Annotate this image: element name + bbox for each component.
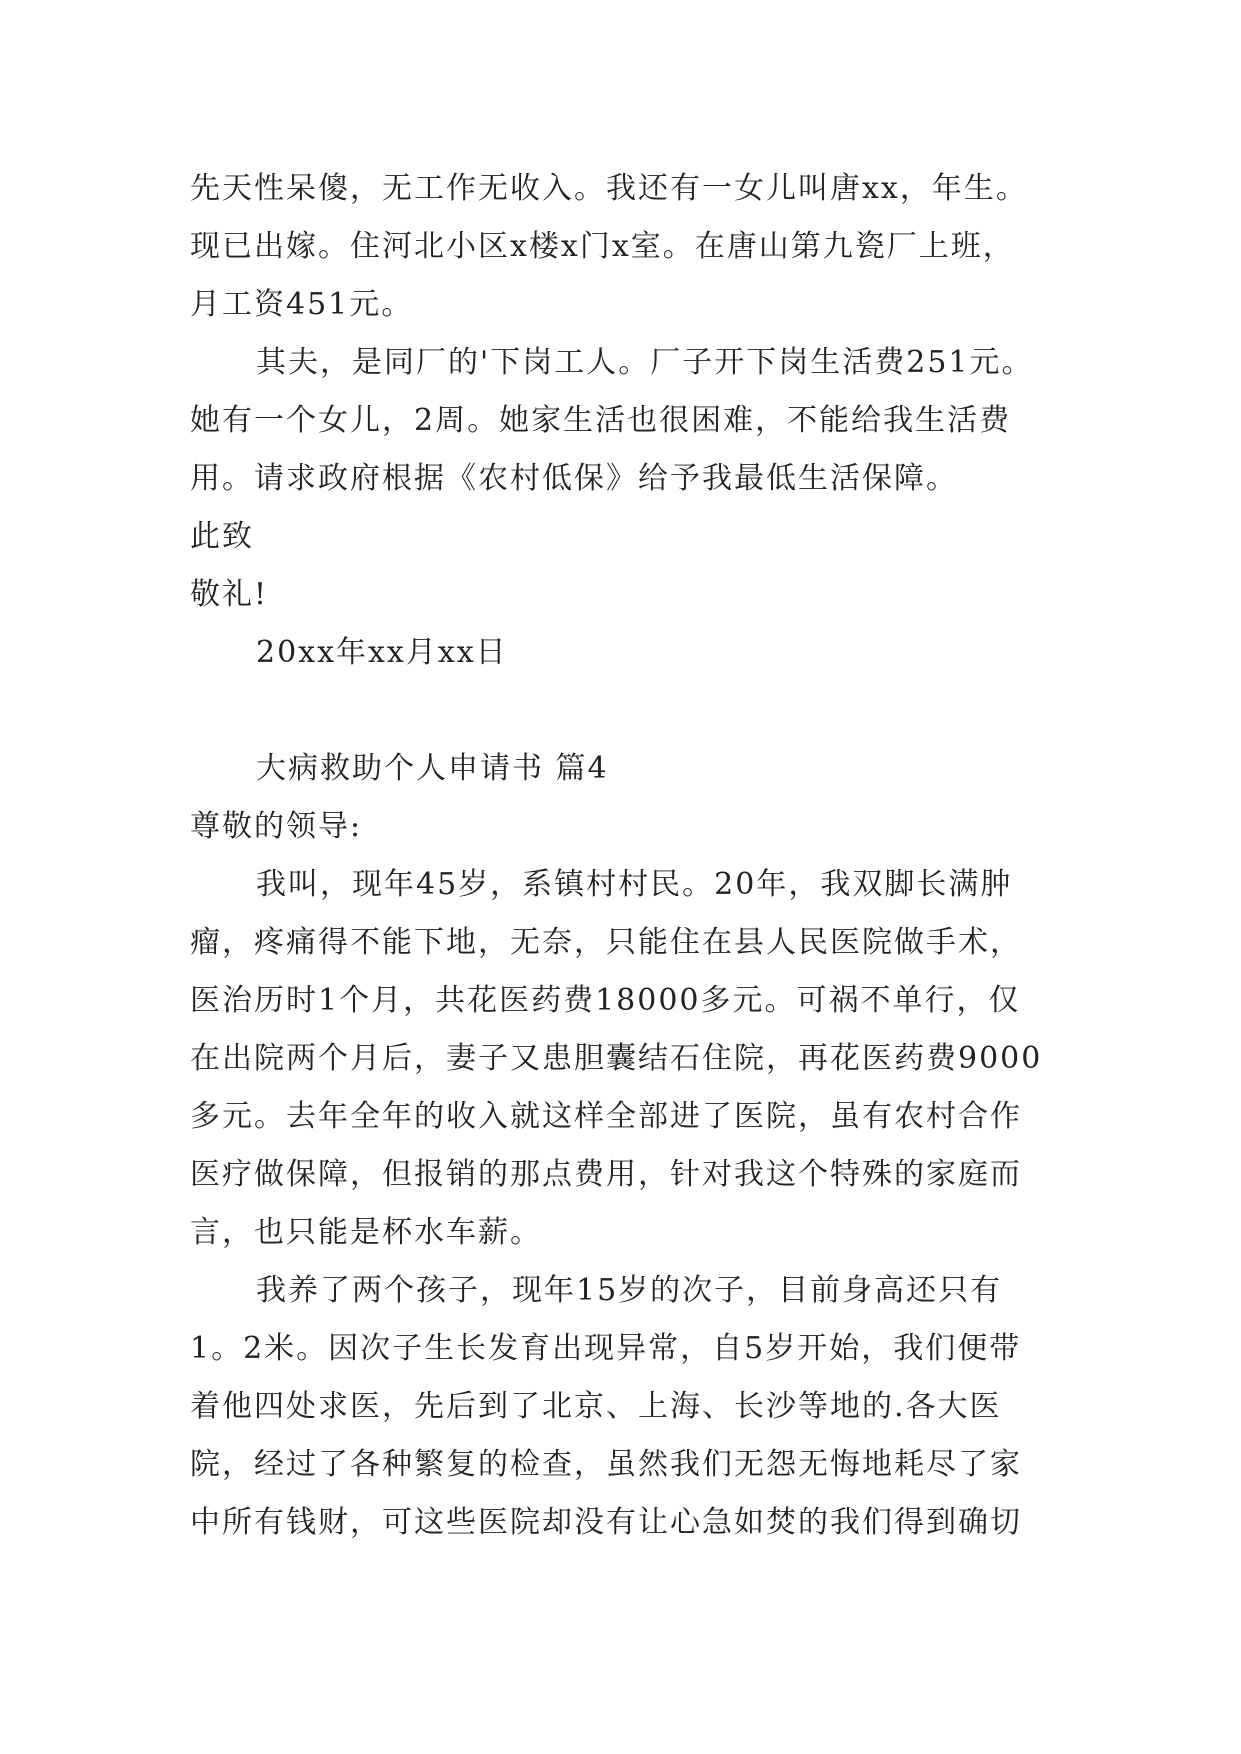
paragraph-line: 院，经过了各种繁复的检查，虽然我们无怨无悔地耗尽了家: [190, 1447, 1022, 1482]
section-title: 大病救助个人申请书 篇4: [256, 751, 609, 786]
paragraph-line: 我叫，现年45岁，系镇村村民。20年，我双脚长满肿: [256, 867, 1013, 902]
paragraph-line: 着他四处求医，先后到了北京、上海、长沙等地的.各大医: [190, 1389, 1002, 1424]
paragraph-line: 现已出嫁。住河北小区x楼x门x室。在唐山第九瓷厂上班，: [190, 229, 1015, 264]
paragraph-line: 我养了两个孩子，现年15岁的次子，目前身高还只有: [256, 1273, 1003, 1308]
paragraph-line: 中所有钱财，可这些医院却没有让心急如焚的我们得到确切: [190, 1505, 1022, 1540]
paragraph-line: 言，也只能是杯水车薪。: [190, 1215, 542, 1250]
paragraph-line: 多元。去年全年的收入就这样全部进了医院，虽有农村合作: [190, 1099, 1022, 1134]
paragraph-line: 其夫，是同厂的'下岗工人。厂子开下岗生活费251元。: [256, 345, 1034, 380]
paragraph-line: 先天性呆傻，无工作无收入。我还有一女儿叫唐xx，年生。: [190, 171, 1028, 206]
closing-regards: 敬礼!: [190, 577, 269, 612]
paragraph-line: 在出院两个月后，妻子又患胆囊结石住院，再花医药费9000: [190, 1041, 1043, 1076]
letter-greeting: 尊敬的领导:: [190, 809, 363, 844]
paragraph-line: 医治历时1个月，共花医药费18000多元。可祸不单行，仅: [190, 983, 1021, 1018]
paragraph-line: 1。2米。因次子生长发育出现异常，自5岁开始，我们便带: [190, 1331, 1022, 1366]
paragraph-line: 瘤，疼痛得不能下地，无奈，只能住在县人民医院做手术，: [190, 925, 1022, 960]
section-spacer: [190, 682, 1070, 740]
paragraph-line: 她有一个女儿，2周。她家生活也很困难，不能给我生活费: [190, 403, 1012, 438]
paragraph-line: 医疗做保障，但报销的那点费用，针对我这个特殊的家庭而: [190, 1157, 1022, 1192]
document-body: [190, 160, 1070, 1552]
closing-salutation: 此致: [190, 519, 254, 554]
paragraph-line: 月工资451元。: [190, 287, 414, 322]
paragraph-line: 用。请求政府根据《农村低保》给予我最低生活保障。: [190, 461, 958, 496]
letter-date: 20xx年xx月xx日: [256, 635, 508, 670]
